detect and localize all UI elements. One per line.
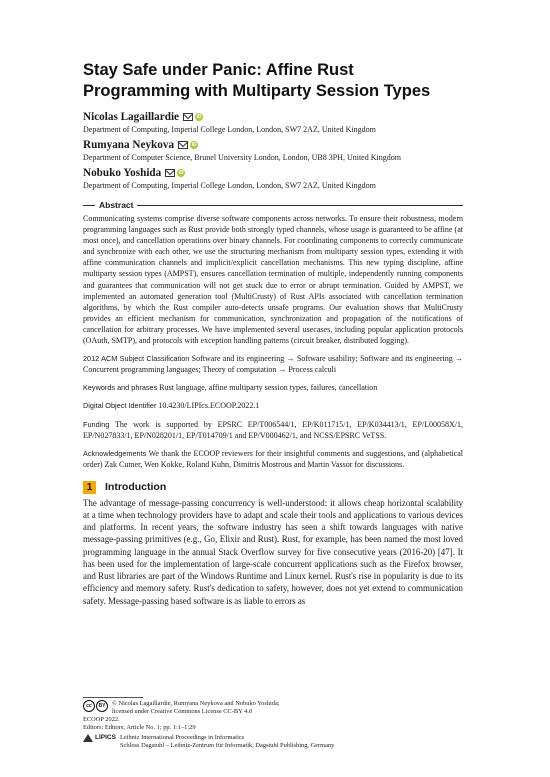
author-name-text: Nobuko Yoshida bbox=[83, 167, 162, 179]
funding bbox=[83, 419, 463, 441]
orcid-icon[interactable]: iD bbox=[191, 142, 197, 148]
abstract-header bbox=[83, 200, 463, 210]
abstract-text: Communicating systems comprise diverse software components across networks. To ensure their robustness, modern programming languages such as Rust provide both strongly typed channels, whose usage is guaranteed to be affine (at most once), and cancellation operations over binary channels. For coordinating components to correctly communicate and synchronize with each other, we use the structuring mechanism from multiparty session types, extending it with affine communication channels and implicit/explicit cancellation mechanisms. This new typing discipline, affine multiparty session types (AMPST), ensures cancellation termination of multiple, independently running components and guarantees that communication will not get stuck due to error or abrupt termination. Guided by AMPST, we implemented an automated generation tool (MultiCrusty) of Rust APIs associated with cancellation termination algorithms, by which the Rust compiler auto-detects unsafe programs. Our evaluation shows that MultiCrusty provides an efficient mechanism for communication, synchronization and propagation of the notifications of cancellation for arbitrary processes. We have implemented several usecases, including popular application protocols (OAuth, SMTP), and protocols with exception handling patterns (circuit breaker, distributed logging). bbox=[83, 214, 463, 346]
author-name-text: Rumyana Neykova bbox=[83, 139, 175, 151]
doi-label: Digital Object Identifier bbox=[83, 401, 157, 411]
author-name bbox=[83, 138, 463, 152]
paper-title: Stay Safe under Panic: Affine Rust Programming with Multiparty Session Types bbox=[83, 61, 431, 100]
license-text bbox=[112, 700, 280, 716]
license-row bbox=[83, 700, 463, 716]
author-affiliation: Department of Computer Science, Brunel University London, London, UB8 3PH, United Kingdom bbox=[83, 153, 401, 162]
author-name-text: Nicolas Lagaillardie bbox=[83, 111, 180, 123]
section-number: 1 bbox=[83, 481, 96, 494]
by-glyph: BY bbox=[96, 700, 108, 712]
cc-glyph: cc bbox=[83, 700, 95, 712]
author-affiliation: Department of Computing, Imperial College London, London, SW7 2AZ, United Kingdom bbox=[83, 181, 376, 190]
license-line: licensed under Creative Commons License CC-BY 4.0 bbox=[112, 708, 253, 715]
footer-rule bbox=[83, 697, 143, 698]
ccs-label: 2012 ACM Subject Classification bbox=[83, 354, 190, 364]
mail-icon[interactable] bbox=[165, 169, 175, 177]
page-footer bbox=[83, 700, 463, 750]
author-name bbox=[83, 166, 463, 180]
doi bbox=[83, 400, 463, 411]
keywords-label: Keywords and phrases bbox=[83, 383, 158, 393]
keywords bbox=[83, 382, 463, 393]
cc-by-icon bbox=[83, 700, 109, 712]
abstract-rule-right bbox=[137, 205, 463, 206]
acknowledgements bbox=[83, 448, 463, 470]
author-block bbox=[83, 110, 463, 135]
mail-icon[interactable] bbox=[178, 141, 188, 149]
author-affiliation: Department of Computing, Imperial College London, London, SW7 2AZ, United Kingdom bbox=[83, 125, 376, 134]
funding-value: The work is supported by EPSRC EP/T006544/1, EP/K011715/1, EP/K034413/1, EP/L00058X/1, EP/N027833/1, EP/N028201/1, EP/T014709/1 and EP/V000462/1, and NCSS/EPSRC VeTSS. bbox=[83, 419, 464, 440]
lipics-mark-icon bbox=[83, 734, 93, 742]
publisher-line: Schloss Dagstuhl – Leibniz-Zentrum für Informatik, Dagstuhl Publishing, Germany bbox=[119, 742, 335, 749]
copyright-text: © Nicolas Lagaillardie, Rumyana Neykova and Nobuko Yoshida; bbox=[112, 700, 280, 707]
doi-link[interactable]: 10.4230/LIPIcs.ECOOP.2022.1 bbox=[158, 401, 260, 411]
author-block bbox=[83, 138, 463, 163]
section-title: Introduction bbox=[105, 481, 167, 494]
orcid-icon[interactable]: iD bbox=[196, 114, 202, 120]
lipics-logo bbox=[83, 734, 116, 742]
paper-content bbox=[83, 60, 463, 607]
series-text: Leibniz International Proceedings in Informatics bbox=[119, 734, 245, 741]
editors-text: Editors: Editors; Article No. 1; pp. 1:1–1:29 bbox=[83, 724, 196, 731]
abstract-label: Abstract bbox=[99, 200, 134, 210]
orcid-icon[interactable]: iD bbox=[178, 170, 184, 176]
keywords-value: Rust language, affine multiparty session types, failures, cancellation bbox=[159, 383, 378, 393]
publisher-text bbox=[120, 734, 334, 750]
mail-icon[interactable] bbox=[183, 113, 193, 121]
funding-label: Funding bbox=[83, 419, 110, 429]
abstract-rule-left bbox=[83, 205, 95, 206]
author-block bbox=[83, 166, 463, 191]
section-heading bbox=[83, 481, 463, 494]
ack-value: We thank the ECOOP reviewers for their insightful comments and suggestions, and (alphabetical order) Zak Cutner, Wen Kokke, Roland Kuhn, Dimitris Mostrous and Martin Vassor for discussions. bbox=[83, 448, 463, 469]
intro-paragraph: The advantage of message-passing concurrency is well-understood: it allows cheap horizontal scalability at a time when technology providers have to adapt and scale their tools and applications to various devices and platforms. In recent years, the software industry has seen a shift towards languages with native message-passing primitives (e.g., Go, Elixir and Rust). Rust, for example, has been named the most loved programming language in the annual Stack Overflow survey for five consecutive years (2016-20) [47]. It has been used for the implementation of large-scale concurrent applications such as the Firefox browser, and Rust libraries are part of the Windows Runtime and Linux kernel. Rust's rise in popularity is due to its efficiency and memory safety. Rust's dedication to safety, however, does not yet extend to communication safety. Message-passing based software is as liable to errors as bbox=[83, 497, 463, 606]
venue-text: ECOOP 2022. bbox=[83, 716, 120, 723]
lipics-row bbox=[83, 734, 463, 750]
ccs-value: Software and its engineering → Software usability; Software and its engineering → Concurrent programming languages; Theory of computation → Process calculi bbox=[83, 354, 464, 375]
ccs-classification bbox=[83, 353, 463, 375]
lipics-logo-text: LIPICS bbox=[95, 734, 116, 741]
author-name bbox=[83, 110, 463, 124]
ack-label: Acknowledgements bbox=[83, 448, 147, 458]
